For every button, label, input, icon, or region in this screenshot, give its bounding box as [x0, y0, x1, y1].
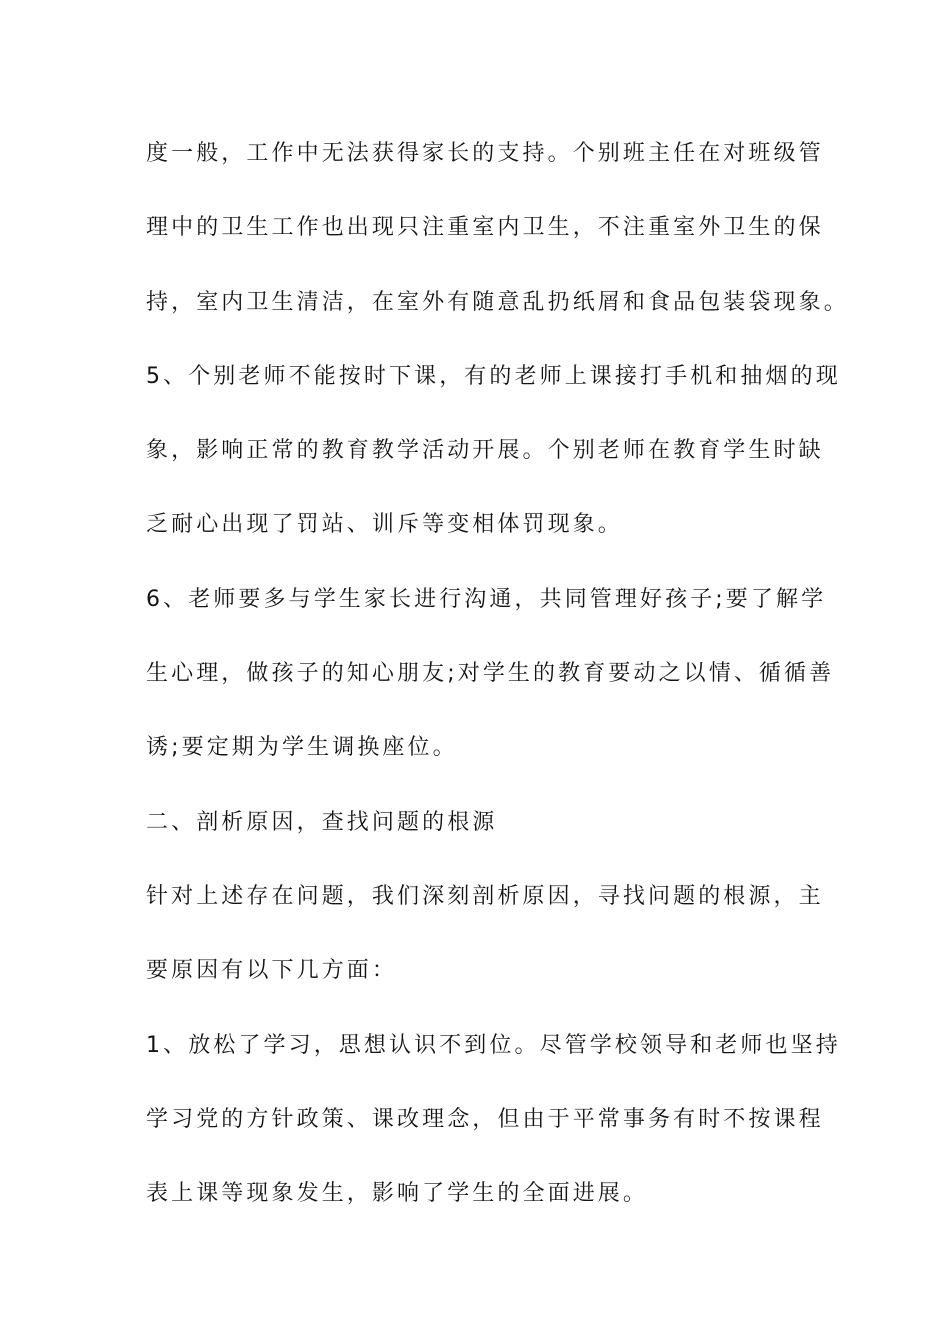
text-line-7: 6、老师要多与学生家长进行沟通，共同管理好孩子;要了解学: [146, 586, 827, 612]
document-body: [146, 131, 849, 1245]
text-line-6: 乏耐心出现了罚站、训斥等变相体罚现象。: [146, 512, 623, 538]
text-line-14: 学习党的方针政策、课改理念，但由于平常事务有时不按课程: [146, 1106, 824, 1132]
text-line-4: 5、个别老师不能按时下课，有的老师上课接打手机和抽烟的现: [146, 363, 841, 389]
text-line-11: 针对上述存在问题，我们深刻剖析原因，寻找问题的根源，主: [146, 883, 824, 909]
text-line-5: 象，影响正常的教育教学活动开展。个别老师在教育学生时缺: [146, 438, 824, 464]
text-line-12: 要原因有以下几方面：: [146, 958, 398, 984]
text-line-8: 生心理，做孩子的知心朋友;对学生的教育要动之以情、循循善: [146, 661, 835, 687]
text-line-1: 度一般，工作中无法获得家长的支持。个别班主任在对班级管: [146, 141, 824, 166]
text-line-3: 持，室内卫生清洁，在室外有随意乱扔纸屑和食品包装袋现象。: [146, 289, 849, 315]
text-line-2: 理中的卫生工作也出现只注重室内卫生，不注重室外卫生的保: [146, 215, 824, 241]
text-line-13: 1、放松了学习，思想认识不到位。尽管学校领导和老师也坚持: [146, 1032, 841, 1058]
text-line-9: 诱;要定期为学生调换座位。: [146, 735, 458, 761]
text-line-15: 表上课等现象发生，影响了学生的全面进展。: [146, 1181, 649, 1207]
section-heading: 二、剖析原因，查找问题的根源: [146, 809, 498, 835]
